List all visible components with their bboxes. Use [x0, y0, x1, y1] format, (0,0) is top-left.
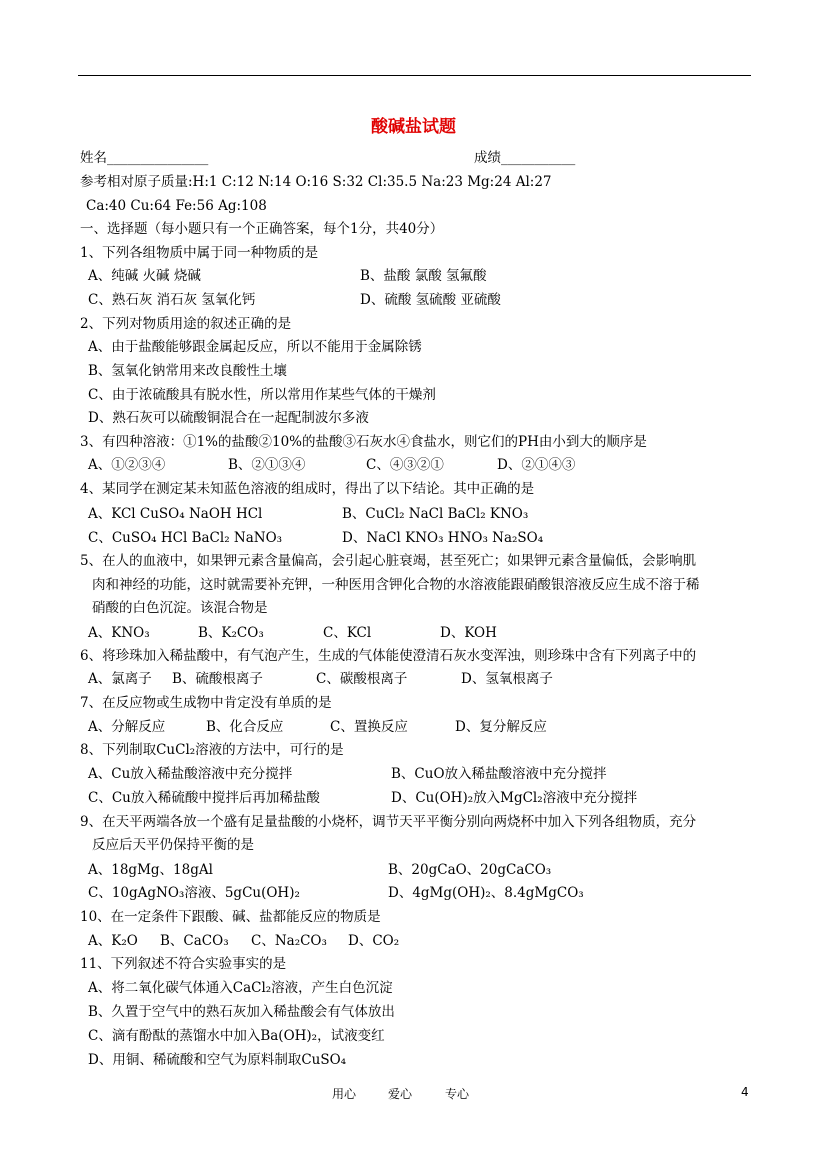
option-c: C、10gAgNO₃溶液、5gCu(OH)₂	[88, 885, 300, 901]
question-stem: 11、下列叙述不符合实验事实的是	[80, 956, 287, 972]
question-stem: 9、在天平两端各放一个盛有足量盐酸的小烧杯，调节天平平衡分别向两烧杯中加入下列各组物质，充分	[80, 814, 697, 830]
option-c: C、由于浓硫酸具有脱水性，所以常用作某些气体的干燥剂	[88, 387, 436, 403]
option-c: C、KCl	[323, 625, 372, 641]
option-b: B、氢氧化钠常用来改良酸性土壤	[88, 363, 287, 379]
option-b: B、CuO放入稀盐酸溶液中充分搅拌	[391, 766, 607, 782]
option-a: A、①②③④	[88, 457, 166, 473]
option-d: D、4gMg(OH)₂、8.4gMgCO₃	[388, 885, 584, 901]
option-b: B、20gCaO、20gCaCO₃	[388, 862, 552, 878]
footer-motto-1: 用心	[332, 1087, 357, 1101]
option-c: C、CuSO₄ HCl BaCl₂ NaNO₃	[88, 530, 283, 546]
name-field: 姓名_______________	[80, 150, 209, 166]
option-a: A、K₂O	[88, 933, 138, 949]
option-b: B、K₂CO₃	[198, 625, 264, 641]
option-d: D、CO₂	[348, 933, 400, 949]
option-d: D、复分解反应	[455, 719, 547, 735]
question-stem: 3、有四种溶液：①1%的盐酸②10%的盐酸③石灰水④食盐水，则它们的PH由小到大的顺序是	[80, 434, 647, 450]
option-a: A、由于盐酸能够跟金属起反应，所以不能用于金属除锈	[88, 339, 422, 355]
question-stem: 8、下列制取CuCl₂溶液的方法中，可行的是	[80, 742, 344, 758]
option-c: C、碳酸根离子	[316, 671, 408, 687]
question-stem: 6、将珍珠加入稀盐酸中，有气泡产生，生成的气体能使澄清石灰水变浑浊，则珍珠中含有下列离子中的	[80, 648, 697, 664]
page-number: 4	[741, 1085, 749, 1099]
option-c: C、Na₂CO₃	[251, 933, 327, 949]
option-d: D、②①④③	[497, 457, 576, 473]
question-stem-cont: 反应后天平仍保持平衡的是	[92, 837, 254, 853]
option-a: A、KNO₃	[88, 625, 150, 641]
option-c: C、Cu放入稀硫酸中搅拌后再加稀盐酸	[88, 790, 320, 806]
option-a: A、纯碱 火碱 烧碱	[88, 268, 201, 284]
option-c: C、置换反应	[330, 719, 408, 735]
option-b: B、盐酸 氯酸 氢氟酸	[360, 268, 487, 284]
option-d: D、熟石灰可以硫酸铜混合在一起配制波尔多液	[88, 410, 369, 426]
option-b: B、CuCl₂ NaCl BaCl₂ KNO₃	[342, 506, 529, 522]
option-d: D、氢氧根离子	[461, 671, 553, 687]
section-heading: 一、选择题（每小题只有一个正确答案，每个1分，共40分）	[80, 221, 444, 237]
option-b: B、久置于空气中的熟石灰加入稀盐酸会有气体放出	[88, 1004, 395, 1020]
option-b: B、②①③④	[228, 457, 306, 473]
question-stem: 10、在一定条件下跟酸、碱、盐都能反应的物质是	[80, 909, 381, 925]
option-d: D、NaCl KNO₃ HNO₃ Na₂SO₄	[342, 530, 544, 546]
option-a: A、氯离子	[88, 671, 152, 687]
option-a: A、分解反应	[88, 719, 166, 735]
option-c: C、④③②①	[366, 457, 444, 473]
option-a: A、18gMg、18gAl	[88, 862, 213, 878]
option-b: B、化合反应	[206, 719, 284, 735]
option-c: C、熟石灰 消石灰 氢氧化钙	[88, 292, 256, 308]
footer-motto-2: 爱心	[388, 1087, 413, 1101]
option-b: B、CaCO₃	[160, 933, 229, 949]
option-d: D、硫酸 氢硫酸 亚硫酸	[360, 292, 501, 308]
page-title: 酸碱盐试题	[371, 117, 456, 137]
atomic-mass-line-1: 参考相对原子质量:H:1 C:12 N:14 O:16 S:32 Cl:35.5 Na:23 Mg:24 Al:27	[80, 174, 552, 190]
score-field: 成绩___________	[474, 150, 576, 166]
question-stem-cont: 肉和神经的功能，这时就需要补充钾，一种医用含钾化合物的水溶液能跟硝酸银溶液反应生成不溶于稀	[92, 577, 700, 593]
question-stem-cont: 硝酸的白色沉淀。该混合物是	[92, 600, 268, 616]
option-a: A、Cu放入稀盐酸溶液中充分搅拌	[88, 766, 293, 782]
option-b: B、硫酸根离子	[172, 671, 263, 687]
option-a: A、将二氧化碳气体通入CaCl₂溶液，产生白色沉淀	[88, 980, 393, 996]
option-d: D、用铜、稀硫酸和空气为原料制取CuSO₄	[88, 1052, 347, 1068]
question-stem: 5、在人的血液中，如果钾元素含量偏高，会引起心脏衰竭，甚至死亡；如果钾元素含量偏低，会影响肌	[80, 553, 697, 569]
question-stem: 4、某同学在测定某未知蓝色溶液的组成时，得出了以下结论。其中正确的是	[80, 481, 535, 497]
atomic-mass-line-2: Ca:40 Cu:64 Fe:56 Ag:108	[86, 198, 267, 214]
option-c: C、滴有酚酞的蒸馏水中加入Ba(OH)₂，试液变红	[88, 1028, 385, 1044]
question-stem: 2、下列对物质用途的叙述正确的是	[80, 316, 292, 332]
option-d: D、Cu(OH)₂放入MgCl₂溶液中充分搅拌	[391, 790, 638, 806]
option-a: A、KCl CuSO₄ NaOH HCl	[88, 506, 263, 522]
header-rule	[78, 75, 751, 76]
footer-motto-3: 专心	[445, 1087, 470, 1101]
question-stem: 1、下列各组物质中属于同一种物质的是	[80, 245, 319, 261]
option-d: D、KOH	[440, 625, 497, 641]
question-stem: 7、在反应物或生成物中肯定没有单质的是	[80, 695, 332, 711]
